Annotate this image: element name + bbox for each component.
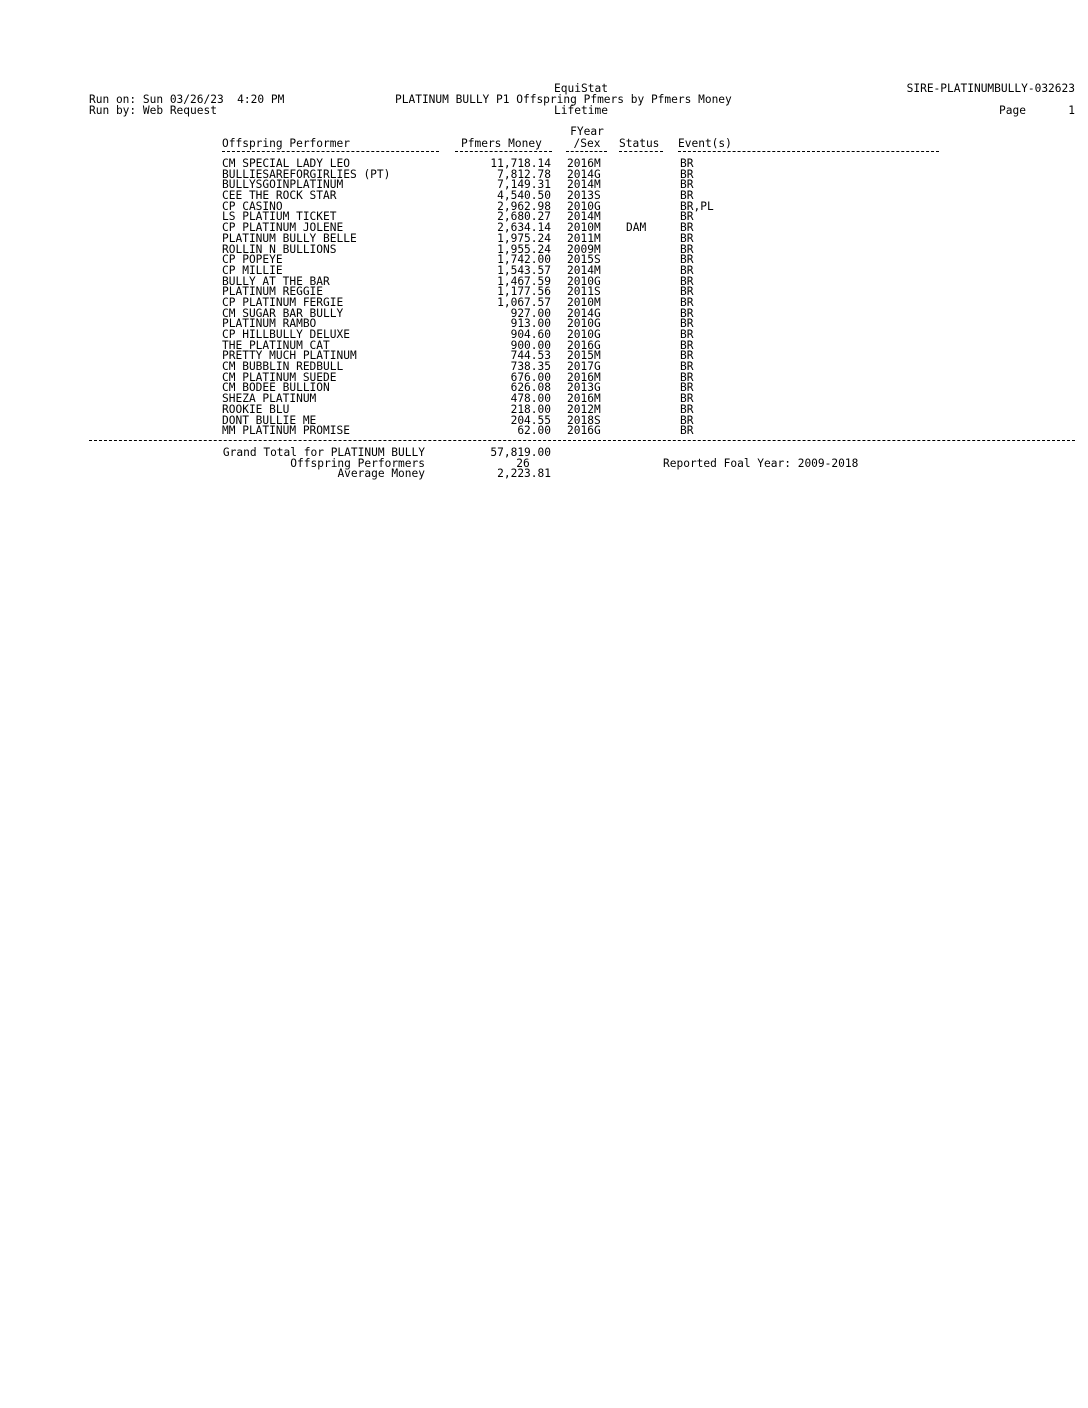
- performer-money: 204.55: [510, 413, 551, 427]
- report-id: SIRE-PLATINUMBULLY-032623: [906, 82, 1075, 95]
- performer-events: BR: [680, 167, 694, 181]
- report-title: PLATINUM BULLY P1 Offspring Pfmers by Pfmers Money: [395, 93, 732, 106]
- average-label: Average Money: [337, 467, 425, 480]
- performer-fyear: 2009M: [567, 242, 601, 256]
- performer-name: CM BUBBLIN REDBULL: [222, 360, 344, 374]
- performer-status: DAM: [626, 221, 647, 235]
- performer-fyear: 2016G: [567, 338, 601, 352]
- system-name: EquiStat: [554, 82, 608, 95]
- performer-events: BR: [680, 263, 694, 277]
- performer-name: CM SUGAR BAR BULLY: [222, 306, 344, 320]
- performer-fyear: 2013G: [567, 381, 601, 395]
- performer-name: CP HILLBULLY DELUXE: [222, 328, 350, 341]
- performer-name: CP PLATINUM JOLENE: [222, 221, 344, 235]
- header-rule: [566, 151, 607, 152]
- performer-money: 927.00: [510, 306, 551, 320]
- performer-money: 738.35: [510, 360, 551, 374]
- performer-money: 1,742.00: [497, 253, 551, 267]
- performer-events: BR: [680, 360, 694, 374]
- average-value: 2,223.81: [497, 467, 551, 480]
- performer-name: CP CASINO: [222, 199, 283, 213]
- performer-events: BR: [680, 189, 694, 203]
- performer-name: SHEZA PLATINUM: [222, 392, 317, 406]
- performer-money: 1,975.24: [497, 231, 551, 245]
- performer-events: BR: [680, 392, 694, 406]
- table-row: [0, 265, 1088, 276]
- performer-events: BR,PL: [680, 199, 714, 213]
- performer-events: BR: [680, 328, 694, 341]
- header-rule: [678, 151, 939, 152]
- foal-year-note: Reported Foal Year: 2009-2018: [663, 457, 859, 470]
- performer-events: BR: [680, 253, 694, 267]
- performer-money: 744.53: [510, 349, 551, 363]
- page-number: 1: [1068, 104, 1075, 117]
- performer-money: 626.08: [510, 381, 551, 395]
- page-label: Page: [999, 104, 1026, 117]
- performer-money: 1,955.24: [497, 242, 551, 256]
- performer-fyear: 2013S: [567, 189, 601, 203]
- performer-name: BULLYSGOINPLATINUM: [222, 178, 344, 192]
- performer-fyear: 2017G: [567, 360, 601, 374]
- performer-fyear: 2016G: [567, 424, 601, 438]
- header-rule: [619, 151, 663, 152]
- performer-events: BR: [680, 413, 694, 427]
- table-row: [0, 425, 1088, 436]
- header-rule: [222, 151, 439, 152]
- run-by: Run by: Web Request: [89, 104, 217, 117]
- performer-fyear: 2014G: [567, 167, 601, 181]
- performer-events: BR: [680, 317, 694, 331]
- performer-name: LS PLATIUM TICKET: [222, 210, 337, 224]
- performer-events: BR: [680, 402, 694, 416]
- performer-name: CP PLATINUM FERGIE: [222, 295, 344, 309]
- performer-money: 904.60: [510, 328, 551, 341]
- performers-label: Offspring Performers: [290, 457, 425, 470]
- performer-money: 478.00: [510, 392, 551, 406]
- performer-fyear: 2010G: [567, 317, 601, 331]
- run-on: Run on: Sun 03/26/23 4:20 PM: [89, 93, 285, 106]
- performer-money: 4,540.50: [497, 189, 551, 203]
- performer-fyear: 2010G: [567, 274, 601, 288]
- performer-name: DONT BULLIE ME: [222, 413, 317, 427]
- performer-money: 1,467.59: [497, 274, 551, 288]
- performer-name: CM BODEE BULLION: [222, 381, 330, 395]
- performer-name: ROLLIN N BULLIONS: [222, 242, 337, 256]
- performer-events: BR: [680, 231, 694, 245]
- total-separator: [89, 440, 1075, 441]
- performer-fyear: 2018S: [567, 413, 601, 427]
- performer-money: 676.00: [510, 370, 551, 384]
- performer-fyear: 2012M: [567, 402, 601, 416]
- performer-fyear: 2014M: [567, 210, 601, 224]
- performer-events: BR: [680, 381, 694, 395]
- performer-fyear: 2014M: [567, 178, 601, 192]
- col-fyear-bottom: /Sex: [573, 137, 601, 150]
- performer-name: BULLY AT THE BAR: [222, 274, 330, 288]
- performer-fyear: 2016M: [567, 392, 601, 406]
- col-performer: Offspring Performer: [222, 137, 350, 150]
- performer-money: 7,149.31: [497, 178, 551, 192]
- performer-events: BR: [680, 285, 694, 299]
- performer-events: BR: [680, 274, 694, 288]
- performer-fyear: 2015M: [567, 349, 601, 363]
- performer-events: BR: [680, 178, 694, 192]
- performer-fyear: 2016M: [567, 370, 601, 384]
- performer-fyear: 2010G: [567, 328, 601, 341]
- performer-money: 2,962.98: [497, 199, 551, 213]
- grand-total-value: 57,819.00: [490, 446, 551, 459]
- performer-name: MM PLATINUM PROMISE: [222, 424, 350, 438]
- performer-money: 2,634.14: [497, 221, 551, 235]
- performer-fyear: 2010M: [567, 221, 601, 235]
- performer-name: PLATINUM REGGIE: [222, 285, 324, 299]
- performer-events: BR: [680, 242, 694, 256]
- performer-fyear: 2011S: [567, 285, 601, 299]
- performer-money: 900.00: [510, 338, 551, 352]
- performer-name: PLATINUM RAMBO: [222, 317, 317, 331]
- performer-events: BR: [680, 210, 694, 224]
- col-money: Pfmers Money: [461, 137, 542, 150]
- performer-name: CM SPECIAL LADY LEO: [222, 157, 350, 170]
- grand-total-label: Grand Total for PLATINUM BULLY: [222, 446, 425, 459]
- performer-events: BR: [680, 295, 694, 309]
- col-events: Event(s): [678, 137, 732, 150]
- performer-name: ROOKIE BLU: [222, 402, 290, 416]
- performers-value: 26: [516, 457, 530, 470]
- performer-name: CP POPEYE: [222, 253, 283, 267]
- table-row: [0, 233, 1088, 244]
- performer-fyear: 2010M: [567, 295, 601, 309]
- performer-name: CEE THE ROCK STAR: [222, 189, 337, 203]
- performer-events: BR: [680, 157, 694, 170]
- performer-fyear: 2016M: [567, 157, 601, 170]
- performer-money: 62.00: [517, 424, 551, 438]
- performer-name: CP MILLIE: [222, 263, 283, 277]
- header-rule: [455, 151, 552, 152]
- col-fyear-top: FYear: [570, 125, 604, 138]
- performer-fyear: 2015S: [567, 253, 601, 267]
- performer-fyear: 2010G: [567, 199, 601, 213]
- performer-money: 913.00: [510, 317, 551, 331]
- table-row: [0, 404, 1088, 415]
- performer-money: 11,718.14: [490, 157, 551, 170]
- performer-name: CM PLATINUM SUEDE: [222, 370, 337, 384]
- performer-name: PRETTY MUCH PLATINUM: [222, 349, 357, 363]
- report-subtitle: Lifetime: [554, 104, 608, 117]
- performer-money: 1,067.57: [497, 295, 551, 309]
- performer-table: [0, 158, 1088, 436]
- performer-fyear: 2014M: [567, 263, 601, 277]
- performer-fyear: 2014G: [567, 306, 601, 320]
- performer-money: 7,812.78: [497, 167, 551, 181]
- performer-money: 218.00: [510, 402, 551, 416]
- performer-money: 1,177.56: [497, 285, 551, 299]
- performer-events: BR: [680, 306, 694, 320]
- performer-name: BULLIESAREFORGIRLIES (PT): [222, 167, 391, 181]
- performer-events: BR: [680, 424, 694, 438]
- performer-events: BR: [680, 221, 694, 235]
- performer-fyear: 2011M: [567, 231, 601, 245]
- performer-events: BR: [680, 338, 694, 352]
- performer-money: 2,680.27: [497, 210, 551, 224]
- performer-money: 1,543.57: [497, 263, 551, 277]
- col-status: Status: [619, 137, 660, 150]
- performer-events: BR: [680, 370, 694, 384]
- performer-name: THE PLATINUM CAT: [222, 338, 330, 352]
- performer-name: PLATINUM BULLY BELLE: [222, 231, 357, 245]
- performer-events: BR: [680, 349, 694, 363]
